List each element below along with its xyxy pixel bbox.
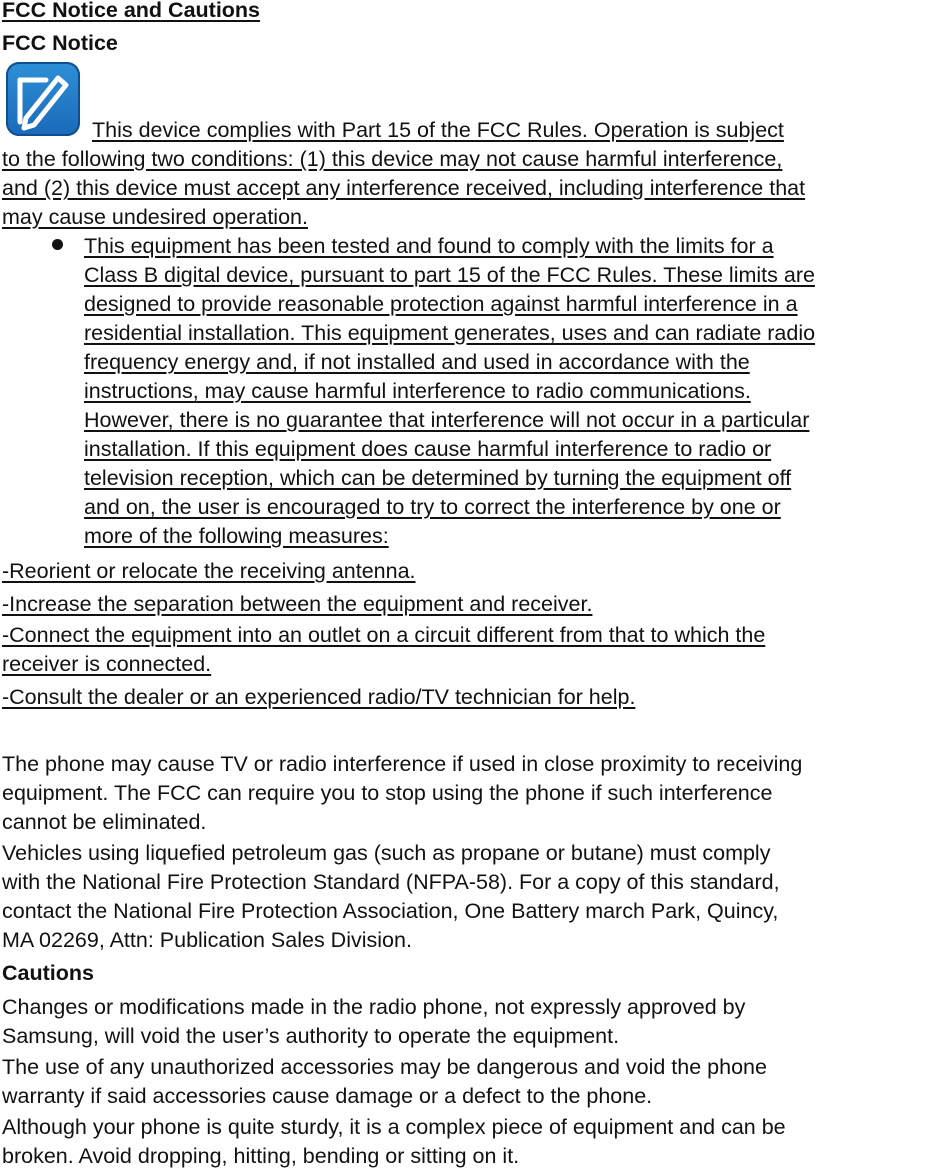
bullet-line: more of the following measures:	[84, 524, 389, 548]
caution-line: The use of any unauthorized accessories may be dangerous and void the phone	[2, 1055, 767, 1079]
bullet-line: installation. If this equipment does cause harmful interference to radio or	[84, 437, 772, 461]
measure-item: -Consult the dealer or an experienced radio/TV technician for help.	[2, 685, 636, 709]
measure-item: -Reorient or relocate the receiving antenna.	[2, 559, 416, 583]
note-icon	[6, 62, 80, 136]
interference-line: equipment. The FCC can require you to stop using the phone if such interference	[2, 781, 773, 805]
lpg-line: MA 02269, Attn: Publication Sales Division.	[2, 928, 412, 952]
bullet-line: Class B digital device, pursuant to part 15 of the FCC Rules. These limits are	[84, 263, 815, 287]
bullet-line: instructions, may cause harmful interference to radio communications.	[84, 379, 751, 403]
lpg-line: with the National Fire Protection Standard (NFPA-58). For a copy of this standard,	[2, 870, 780, 894]
lpg-line: contact the National Fire Protection Association, One Battery march Park, Quincy,	[2, 899, 779, 923]
bullet-line: residential installation. This equipment generates, uses and can radiate radio	[84, 321, 816, 345]
bullet-line: This equipment has been tested and found to comply with the limits for a	[84, 234, 774, 258]
measure-item: -Increase the separation between the equipment and receiver.	[2, 592, 593, 616]
caution-line: broken. Avoid dropping, hitting, bending or sitting on it.	[2, 1144, 520, 1168]
page-heading: FCC Notice and Cautions	[2, 0, 261, 22]
bullet-line: designed to provide reasonable protection against harmful interference in a	[84, 292, 798, 316]
fcc-intro-line: and (2) this device must accept any interference received, including interference that	[2, 176, 806, 200]
caution-line: Samsung, will void the user’s authority to operate the equipment.	[2, 1024, 620, 1048]
bullet-line: television reception, which can be determined by turning the equipment off	[84, 466, 792, 490]
bullet-line: and on, the user is encouraged to try to correct the interference by one or	[84, 495, 781, 519]
interference-line: cannot be eliminated.	[2, 810, 207, 834]
lpg-line: Vehicles using liquefied petroleum gas (such as propane or butane) must comply	[2, 841, 771, 865]
caution-line: Although your phone is quite sturdy, it is a complex piece of equipment and can be	[2, 1115, 786, 1139]
caution-line: Changes or modifications made in the radio phone, not expressly approved by	[2, 995, 746, 1019]
measure-item: -Connect the equipment into an outlet on a circuit different from that to which the	[2, 623, 766, 647]
bullet-dot	[52, 239, 63, 250]
interference-line: The phone may cause TV or radio interference if used in close proximity to receiving	[2, 752, 803, 776]
bullet-line: However, there is no guarantee that interference will not occur in a particular	[84, 408, 810, 432]
fcc-notice-title: FCC Notice	[2, 31, 118, 55]
bullet-line: frequency energy and, if not installed and used in accordance with the	[84, 350, 750, 374]
fcc-intro-line: may cause undesired operation.	[2, 205, 308, 229]
cautions-title: Cautions	[2, 961, 94, 985]
measure-item: receiver is connected.	[2, 652, 212, 676]
caution-line: warranty if said accessories cause damage or a defect to the phone.	[2, 1084, 653, 1108]
fcc-intro-line: to the following two conditions: (1) this device may not cause harmful interference,	[2, 147, 783, 171]
fcc-intro-line: This device complies with Part 15 of the FCC Rules. Operation is subject	[92, 118, 784, 142]
